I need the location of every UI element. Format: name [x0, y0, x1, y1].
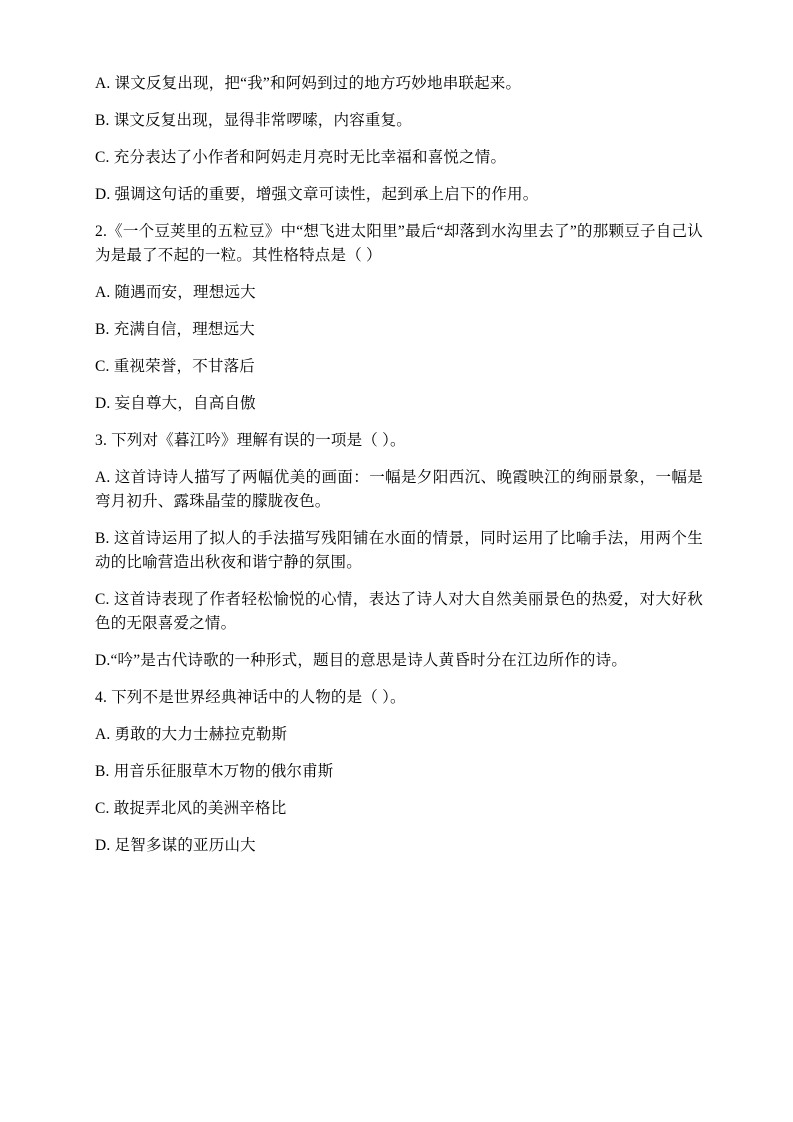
- answer-option-4a: A. 勇敢的大力士赫拉克勒斯: [95, 726, 288, 744]
- answer-option-1b: B. 课文反复出现，显得非常啰嗦，内容重复。: [95, 112, 412, 130]
- answer-option-3c: C. 这首诗表现了作者轻松愉悦的心情，表达了诗人对大自然美丽景色的热爱，对大好秋色的无限喜爱之情。: [95, 591, 703, 633]
- answer-option-4c: C. 敢捉弄北风的美洲辛格比: [95, 800, 287, 818]
- answer-option-1c: C. 充分表达了小作者和阿妈走月亮时无比幸福和喜悦之情。: [95, 149, 507, 167]
- answer-option-4d: D. 足智多谋的亚历山大: [95, 837, 256, 855]
- question-3-stem: 3. 下列对《暮江吟》理解有误的一项是（ ）。: [95, 432, 406, 450]
- answer-option-3a: A. 这首诗诗人描写了两幅优美的画面：一幅是夕阳西沉、晚霞映江的绚丽景象，一幅是弯月初升、露珠晶莹的朦胧夜色。: [95, 469, 703, 511]
- answer-option-2c: C. 重视荣誉，不甘落后: [95, 358, 255, 376]
- answer-option-2d: D. 妄自尊大，自高自傲: [95, 395, 256, 413]
- answer-option-4b: B. 用音乐征服草木万物的俄尔甫斯: [95, 763, 334, 781]
- question-4-stem: 4. 下列不是世界经典神话中的人物的是（ ）。: [95, 689, 406, 707]
- document-body: [95, 72, 703, 858]
- answer-option-3b: B. 这首诗运用了拟人的手法描写残阳铺在水面的情景，同时运用了比喻手法，用两个生动的比喻营造出秋夜和谐宁静的氛围。: [95, 530, 703, 572]
- answer-option-1a: A. 课文反复出现，把“我”和阿妈到过的地方巧妙地串联起来。: [95, 75, 522, 92]
- answer-option-2b: B. 充满自信，理想远大: [95, 321, 255, 339]
- answer-option-3d: D.“吟”是古代诗歌的一种形式，题目的意思是诗人黄昏时分在江边所作的诗。: [95, 652, 628, 670]
- answer-option-2a: A. 随遇而安，理想远大: [95, 284, 256, 302]
- answer-option-1d: D. 强调这句话的重要，增强文章可读性，起到承上启下的作用。: [95, 186, 539, 204]
- question-2-stem: 2.《一个豆荚里的五粒豆》中“想飞进太阳里”最后“却落到水沟里去了”的那颗豆子自己认为是最了不起的一粒。其性格特点是（ ）: [95, 223, 703, 265]
